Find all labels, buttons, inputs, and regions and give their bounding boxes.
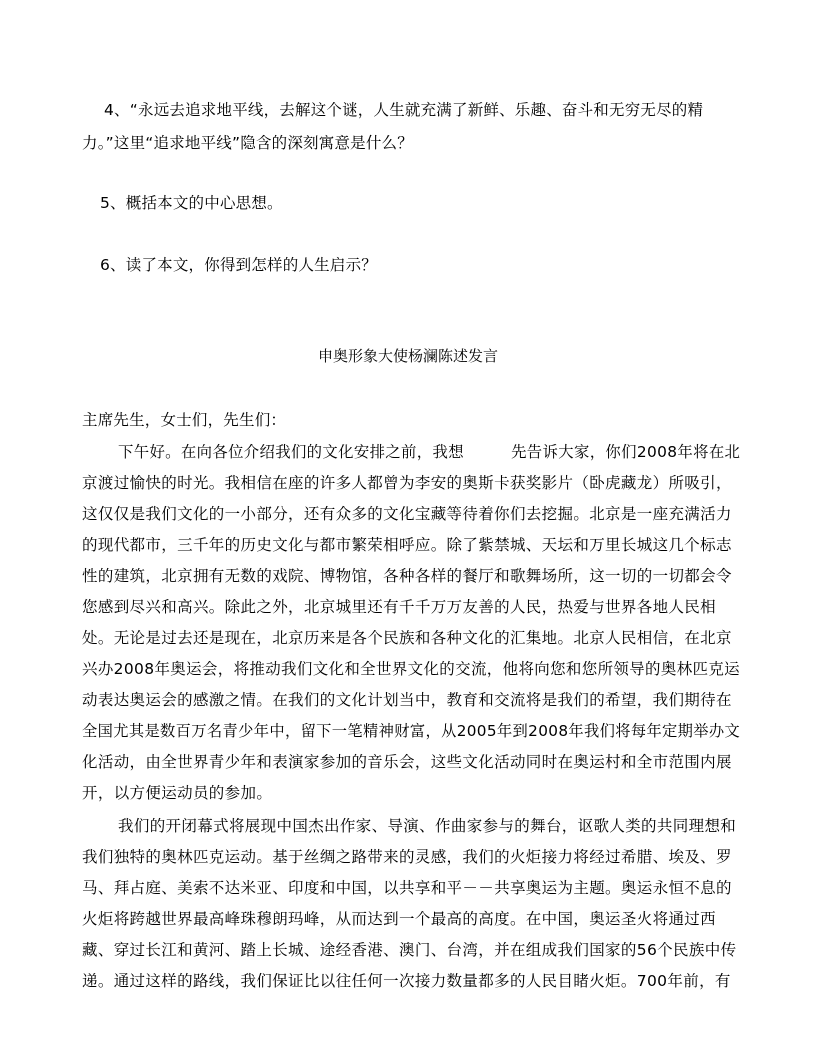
salutation: 主席先生，女士们，先生们： xyxy=(82,411,287,429)
paragraph-line: 兴办2008年奥运会，将推动我们文化和全世界文化的交流，他将向您和您所领导的奥林匹克运 xyxy=(82,660,741,678)
paragraph-line: 京渡过愉快的时光。我相信在座的许多人都曾为李安的奥斯卡获奖影片（卧虎藏龙）所吸引， xyxy=(82,474,732,492)
paragraph-line: 火炬将跨越世界最高峰珠穆朗玛峰，从而达到一个最高的高度。在中国，奥运圣火将通过西 xyxy=(82,910,717,928)
question-4-line-2: 力。”这里“追求地平线”隐含的深刻寓意是什么？ xyxy=(82,134,413,152)
question-4-line-1: 4、“永远去追求地平线，去解这个谜，人生就充满了新鲜、乐趣、奋斗和无穷无尽的精 xyxy=(104,101,704,119)
paragraph-line: 这仅仅是我们文化的一小部分，还有众多的文化宝藏等待着你们去挖掘。北京是一座充满活力 xyxy=(82,505,732,523)
paragraph-line: 马、拜占庭、美索不达米亚、印度和中国，以共享和平－－共享奥运为主题。奥运永恒不息的 xyxy=(82,879,732,897)
article-title: 申奥形象大使杨澜陈述发言 xyxy=(317,347,498,365)
paragraph-line: 我们独特的奥林匹克运动。基于丝绸之路带来的灵感，我们的火炬接力将经过希腊、埃及、罗 xyxy=(82,848,732,866)
paragraph-line: 的现代都市，三千年的历史文化与都市繁荣相呼应。除了紫禁城、天坛和万里长城这几个标志 xyxy=(82,536,732,554)
paragraph-line: 藏、穿过长江和黄河、踏上长城、途经香港、澳门、台湾，并在组成我们国家的56个民族中传 xyxy=(82,941,737,959)
paragraph-line: 开，以方便运动员的参加。 xyxy=(82,784,273,802)
paragraph-line: 化活动，由全世界青少年和表演家参加的音乐会，这些文化活动同时在奥运村和全市范围内展 xyxy=(82,753,732,771)
paragraph-line: 全国尤其是数百万名青少年中，留下一笔精神财富，从2005年到2008年我们将每年定期举办文 xyxy=(82,722,741,740)
paragraph-line: 递。通过这样的路线，我们保证比以往任何一次接力数量都多的人民目睹火炬。700年前，有 xyxy=(82,972,731,990)
paragraph-line: 动表达奥运会的感激之情。在我们的文化计划当中，教育和交流将是我们的希望，我们期待在 xyxy=(82,691,732,709)
question-6: 6、读了本文，你得到怎样的人生启示？ xyxy=(100,256,377,274)
paragraph-line: 处。无论是过去还是现在，北京历来是各个民族和各种文化的汇集地。北京人民相信，在北京 xyxy=(82,629,732,647)
paragraph-line: 我们的开闭幕式将展现中国杰出作家、导演、作曲家参与的舞台，讴歌人类的共同理想和 xyxy=(118,817,737,835)
paragraph-line: 您感到尽兴和高兴。除此之外，北京城里还有千千万万友善的人民，热爱与世界各地人民相 xyxy=(82,598,717,616)
paragraph-line: 性的建筑，北京拥有无数的戏院、博物馆，各种各样的餐厅和歌舞场所，这一切的一切都会令 xyxy=(82,567,732,585)
question-5: 5、概括本文的中心思想。 xyxy=(100,194,283,212)
paragraph-line: 下午好。在向各位介绍我们的文化安排之前，我想 先告诉大家，你们2008年将在北 xyxy=(118,443,741,461)
